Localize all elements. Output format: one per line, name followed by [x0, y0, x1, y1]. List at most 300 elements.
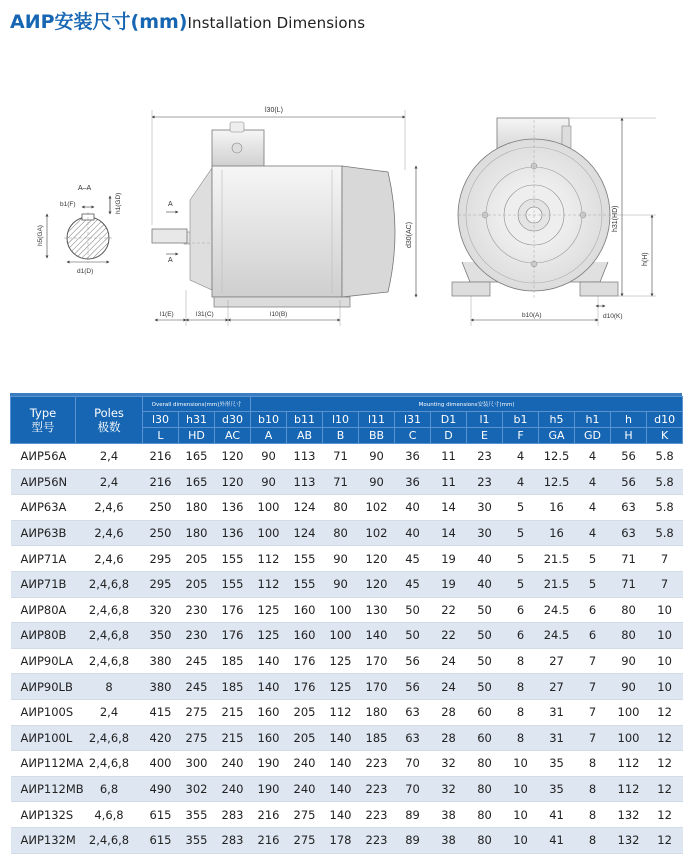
dimension-cell: 205 [179, 546, 215, 572]
dimension-cell: 7 [575, 725, 611, 751]
dimension-cell: 90 [611, 648, 647, 674]
dimension-cell: 100 [251, 495, 287, 521]
dimension-cell: 41 [539, 827, 575, 853]
dimension-cell: 50 [395, 597, 431, 623]
type-cell: АИР56А [11, 444, 76, 470]
dimension-cell: 140 [323, 802, 359, 828]
dimension-cell: 71 [323, 469, 359, 495]
dimension-cell: 8 [503, 725, 539, 751]
motor-front-view [452, 118, 656, 326]
header-code-cell: F [503, 428, 539, 444]
header-symbol-cell: b10 [251, 412, 287, 428]
dimension-cell: 190 [251, 776, 287, 802]
dimension-cell: 23 [467, 444, 503, 470]
dimension-cell: 63 [611, 520, 647, 546]
dimension-cell: 216 [251, 827, 287, 853]
dimension-cell: 136 [215, 495, 251, 521]
dimension-cell: 205 [287, 699, 323, 725]
dimension-cell: 250 [143, 520, 179, 546]
dimension-cell: 160 [251, 699, 287, 725]
label-e: l1(E) [160, 311, 174, 318]
dimension-cell: 30 [467, 495, 503, 521]
dimension-cell: 216 [143, 469, 179, 495]
title-sub: Installation Dimensions [187, 14, 366, 32]
label-ga: h5(GA) [37, 225, 44, 246]
table-row [11, 725, 683, 751]
dimension-cell: 56 [395, 674, 431, 700]
table-row [11, 699, 683, 725]
dimension-cell: 38 [431, 802, 467, 828]
dimension-cell: 90 [251, 444, 287, 470]
dimension-cell: 120 [359, 571, 395, 597]
dimension-cell: 7 [575, 648, 611, 674]
table-row [11, 648, 683, 674]
dimension-cell: 8 [575, 751, 611, 777]
dimension-cell: 140 [323, 725, 359, 751]
dimension-cell: 63 [395, 699, 431, 725]
type-cell: АИР112MA [11, 751, 76, 777]
dimension-cell: 100 [611, 725, 647, 751]
dimension-cell: 36 [395, 469, 431, 495]
dimension-cell: 112 [323, 699, 359, 725]
dimension-cell: 16 [539, 520, 575, 546]
dimension-cell: 90 [323, 546, 359, 572]
dimension-cell: 5.8 [647, 520, 683, 546]
dimension-cell: 10 [647, 597, 683, 623]
dimension-cell: 205 [179, 571, 215, 597]
dimension-cell: 32 [431, 776, 467, 802]
dimension-cell: 8 [503, 699, 539, 725]
dimension-cell: 89 [395, 802, 431, 828]
page-title [10, 7, 365, 34]
installation-drawing [0, 95, 690, 335]
dimension-cell: 90 [611, 674, 647, 700]
dimension-cell: 5 [503, 571, 539, 597]
type-cell: АИР112MB [11, 776, 76, 802]
dimension-cell: 125 [251, 623, 287, 649]
dimension-cell: 176 [287, 674, 323, 700]
dimension-cell: 50 [395, 623, 431, 649]
dimension-cell: 22 [431, 597, 467, 623]
header-symbol-cell: b1 [503, 412, 539, 428]
table-row [11, 776, 683, 802]
dimension-cell: 12 [647, 802, 683, 828]
dimension-cell: 300 [179, 751, 215, 777]
dimension-cell: 176 [215, 623, 251, 649]
header-symbol-cell: l30 [143, 412, 179, 428]
type-cell: АИР100L [11, 725, 76, 751]
poles-cell: 2,4,6 [76, 520, 143, 546]
dimension-cell: 615 [143, 802, 179, 828]
dimension-cell: 160 [251, 725, 287, 751]
type-cell: АИР63В [11, 520, 76, 546]
type-cell: АИР90LA [11, 648, 76, 674]
dimension-cell: 113 [287, 444, 323, 470]
dimension-cell: 45 [395, 571, 431, 597]
dimension-cell: 4 [575, 469, 611, 495]
dimension-cell: 4 [575, 520, 611, 546]
dimension-cell: 27 [539, 648, 575, 674]
dimension-cell: 100 [323, 597, 359, 623]
dimension-cell: 12 [647, 725, 683, 751]
dimension-cell: 240 [215, 751, 251, 777]
dimension-cell: 420 [143, 725, 179, 751]
dimension-cell: 4 [503, 469, 539, 495]
label-b: l10(B) [270, 311, 288, 318]
header-code-cell: BB [359, 428, 395, 444]
dimension-cell: 240 [215, 776, 251, 802]
dimension-cell: 63 [395, 725, 431, 751]
header-code-cell: D [431, 428, 467, 444]
poles-cell: 2,4 [76, 444, 143, 470]
dimension-cell: 60 [467, 699, 503, 725]
dimension-cell: 10 [647, 648, 683, 674]
dimension-cell: 8 [575, 827, 611, 853]
label-ac: d30(AC) [406, 221, 413, 248]
dimension-cell: 230 [179, 623, 215, 649]
dimension-cell: 41 [539, 802, 575, 828]
dimension-cell: 125 [251, 597, 287, 623]
dimension-cell: 120 [215, 444, 251, 470]
table-row [11, 571, 683, 597]
dimension-cell: 27 [539, 674, 575, 700]
dimension-cell: 112 [251, 571, 287, 597]
dimension-cell: 31 [539, 699, 575, 725]
dimension-cell: 11 [431, 469, 467, 495]
dimension-cell: 250 [143, 495, 179, 521]
header-mounting-dimensions: Mounting dimensions安装尺寸(mm) [251, 397, 683, 412]
type-cell: АИР71А [11, 546, 76, 572]
dimension-cell: 5.8 [647, 495, 683, 521]
dimension-cell: 140 [323, 776, 359, 802]
poles-cell: 2,4,6,8 [76, 623, 143, 649]
dimension-cell: 19 [431, 546, 467, 572]
dimension-cell: 14 [431, 495, 467, 521]
dimension-cell: 180 [179, 520, 215, 546]
dimension-cell: 10 [503, 751, 539, 777]
dimension-cell: 130 [359, 597, 395, 623]
dimension-cell: 40 [395, 495, 431, 521]
dimension-cell: 21.5 [539, 546, 575, 572]
type-cell: АИР90LB [11, 674, 76, 700]
dimension-cell: 245 [179, 648, 215, 674]
shaft-section-view [37, 185, 122, 275]
header-symbol-cell: l31 [395, 412, 431, 428]
dimension-cell: 80 [611, 623, 647, 649]
dimension-cell: 14 [431, 520, 467, 546]
type-cell: АИР80В [11, 623, 76, 649]
dimension-cell: 10 [647, 674, 683, 700]
dimension-cell: 216 [143, 444, 179, 470]
dimension-cell: 7 [647, 571, 683, 597]
header-code-cell: A [251, 428, 287, 444]
type-cell: АИР132S [11, 802, 76, 828]
dimension-cell: 223 [359, 827, 395, 853]
dimension-cell: 275 [179, 699, 215, 725]
dimension-cell: 124 [287, 495, 323, 521]
type-cell: АИР56N [11, 469, 76, 495]
dimension-cell: 7 [575, 674, 611, 700]
cut-mark-top: A [168, 201, 173, 208]
table-row [11, 444, 683, 470]
dimension-cell: 28 [431, 725, 467, 751]
type-cell: АИР63А [11, 495, 76, 521]
dimension-cell: 240 [287, 776, 323, 802]
header-code-cell: B [323, 428, 359, 444]
dimension-cell: 4 [575, 444, 611, 470]
dimension-cell: 102 [359, 520, 395, 546]
dimension-cell: 295 [143, 571, 179, 597]
dimension-cell: 50 [467, 674, 503, 700]
header-code-cell: H [611, 428, 647, 444]
dimension-cell: 19 [431, 571, 467, 597]
dimension-cell: 283 [215, 827, 251, 853]
table-row [11, 597, 683, 623]
dimension-cell: 32 [431, 751, 467, 777]
header-symbol-cell: l11 [359, 412, 395, 428]
dimension-cell: 90 [323, 571, 359, 597]
dimension-cell: 24 [431, 648, 467, 674]
dimension-cell: 24.5 [539, 597, 575, 623]
dimension-cell: 40 [467, 546, 503, 572]
header-code-cell: GD [575, 428, 611, 444]
dimension-cell: 50 [467, 597, 503, 623]
dimension-cell: 11 [431, 444, 467, 470]
dimensions-table [10, 396, 683, 854]
dimension-cell: 4 [575, 495, 611, 521]
dimension-cell: 10 [647, 623, 683, 649]
dimension-cell: 12.5 [539, 444, 575, 470]
dimension-cell: 70 [395, 751, 431, 777]
dimension-cell: 170 [359, 648, 395, 674]
dimension-cell: 4 [503, 444, 539, 470]
dimension-cell: 176 [287, 648, 323, 674]
label-h: h(H) [642, 252, 649, 266]
header-symbol-cell: D1 [431, 412, 467, 428]
dimension-cell: 56 [611, 444, 647, 470]
title-main: АИР安装尺寸(mm) [10, 11, 188, 33]
poles-cell: 2,4,6,8 [76, 571, 143, 597]
dimension-cell: 223 [359, 751, 395, 777]
dimension-cell: 10 [503, 827, 539, 853]
dimension-cell: 35 [539, 776, 575, 802]
dimension-cell: 5.8 [647, 469, 683, 495]
dimension-cell: 112 [611, 751, 647, 777]
dimension-cell: 5 [503, 546, 539, 572]
label-c: l31(C) [196, 311, 214, 318]
dimension-cell: 100 [611, 699, 647, 725]
poles-cell: 2,4,6,8 [76, 751, 143, 777]
dimension-cell: 302 [179, 776, 215, 802]
dimension-cell: 223 [359, 776, 395, 802]
dimension-cell: 38 [431, 827, 467, 853]
dimension-cell: 112 [251, 546, 287, 572]
header-code-cell: AB [287, 428, 323, 444]
cut-mark-bottom: A [168, 257, 173, 264]
header-poles: Poles 极数 [76, 397, 143, 444]
dimension-cell: 490 [143, 776, 179, 802]
table-row [11, 751, 683, 777]
dimension-cell: 16 [539, 495, 575, 521]
dimension-cell: 8 [503, 648, 539, 674]
dimension-cell: 6 [575, 623, 611, 649]
dimension-cell: 355 [179, 827, 215, 853]
dimension-cell: 89 [395, 827, 431, 853]
dimension-cell: 60 [467, 725, 503, 751]
poles-cell: 2,4 [76, 699, 143, 725]
table-row [11, 623, 683, 649]
dimension-cell: 615 [143, 827, 179, 853]
dimension-cell: 5 [503, 495, 539, 521]
type-cell: АИР80А [11, 597, 76, 623]
dimension-cell: 5 [575, 546, 611, 572]
dimension-cell: 230 [179, 597, 215, 623]
header-symbol-cell: h5 [539, 412, 575, 428]
dimension-cell: 140 [323, 751, 359, 777]
type-cell: АИР132M [11, 827, 76, 853]
dimension-cell: 170 [359, 674, 395, 700]
dimension-cell: 10 [503, 802, 539, 828]
dimension-cell: 355 [179, 802, 215, 828]
label-l: l30(L) [265, 107, 283, 114]
dimension-cell: 80 [467, 776, 503, 802]
dimension-cell: 90 [251, 469, 287, 495]
label-f: b1(F) [60, 201, 76, 208]
dimension-cell: 160 [287, 623, 323, 649]
dimension-cell: 275 [287, 827, 323, 853]
poles-cell: 2,4,6,8 [76, 648, 143, 674]
dimension-cell: 140 [359, 623, 395, 649]
dimension-cell: 125 [323, 648, 359, 674]
dimension-cell: 80 [323, 495, 359, 521]
label-k: d10(K) [603, 313, 623, 320]
poles-cell: 6,8 [76, 776, 143, 802]
dimension-cell: 8 [575, 776, 611, 802]
table-row [11, 827, 683, 853]
header-symbol-cell: b11 [287, 412, 323, 428]
dimension-cell: 6 [503, 623, 539, 649]
dimension-cell: 6 [575, 597, 611, 623]
poles-cell: 2,4,6 [76, 546, 143, 572]
dimension-cell: 155 [215, 546, 251, 572]
dimension-cell: 132 [611, 802, 647, 828]
header-code-cell: L [143, 428, 179, 444]
dimension-cell: 295 [143, 546, 179, 572]
motor-side-view [152, 107, 416, 326]
dimension-cell: 12 [647, 827, 683, 853]
dimension-cell: 190 [251, 751, 287, 777]
dimension-cell: 275 [179, 725, 215, 751]
dimension-cell: 102 [359, 495, 395, 521]
dimension-cell: 380 [143, 648, 179, 674]
dimension-cell: 40 [467, 571, 503, 597]
table-row [11, 546, 683, 572]
section-label: A–A [78, 185, 92, 192]
type-cell: АИР100S [11, 699, 76, 725]
poles-cell: 2,4,6,8 [76, 827, 143, 853]
dimension-cell: 12 [647, 776, 683, 802]
dimension-cell: 320 [143, 597, 179, 623]
dimension-cell: 112 [611, 776, 647, 802]
poles-cell: 2,4 [76, 469, 143, 495]
dimension-cell: 125 [323, 674, 359, 700]
dimension-cell: 180 [359, 699, 395, 725]
dimension-cell: 215 [215, 725, 251, 751]
dimension-cell: 56 [611, 469, 647, 495]
header-code-cell: AC [215, 428, 251, 444]
dimension-cell: 80 [467, 802, 503, 828]
dimension-cell: 30 [467, 520, 503, 546]
dimension-cell: 155 [287, 546, 323, 572]
dimension-cell: 35 [539, 751, 575, 777]
dimensions-table-wrapper [10, 393, 682, 854]
header-type: Type 型号 [11, 397, 76, 444]
dimension-cell: 21.5 [539, 571, 575, 597]
dimension-cell: 71 [611, 546, 647, 572]
label-hd: h31(HD) [612, 205, 619, 232]
dimension-cell: 223 [359, 802, 395, 828]
dimension-cell: 80 [323, 520, 359, 546]
header-code-cell: GA [539, 428, 575, 444]
dimension-cell: 28 [431, 699, 467, 725]
table-row [11, 674, 683, 700]
dimension-cell: 132 [611, 827, 647, 853]
table-row [11, 469, 683, 495]
dimension-cell: 56 [395, 648, 431, 674]
dimension-cell: 24 [431, 674, 467, 700]
poles-cell: 2,4,6,8 [76, 597, 143, 623]
dimension-cell: 12.5 [539, 469, 575, 495]
table-body [11, 444, 683, 854]
dimension-cell: 31 [539, 725, 575, 751]
dimension-cell: 205 [287, 725, 323, 751]
dimension-cell: 40 [395, 520, 431, 546]
dimension-cell: 70 [395, 776, 431, 802]
dimension-cell: 120 [359, 546, 395, 572]
dimension-cell: 240 [287, 751, 323, 777]
dimension-cell: 5.8 [647, 444, 683, 470]
dimension-cell: 215 [215, 699, 251, 725]
dimension-cell: 71 [611, 571, 647, 597]
dimension-cell: 90 [359, 469, 395, 495]
dimension-cell: 100 [251, 520, 287, 546]
dimension-cell: 245 [179, 674, 215, 700]
dimension-cell: 24.5 [539, 623, 575, 649]
dimension-cell: 140 [251, 648, 287, 674]
poles-cell: 8 [76, 674, 143, 700]
dimension-cell: 415 [143, 699, 179, 725]
type-cell: АИР71В [11, 571, 76, 597]
label-a: b10(A) [522, 312, 542, 319]
label-gd: h1(GD) [115, 192, 122, 214]
dimension-cell: 180 [179, 495, 215, 521]
poles-cell: 4,6,8 [76, 802, 143, 828]
dimension-cell: 12 [647, 699, 683, 725]
header-code-cell: K [647, 428, 683, 444]
dimension-cell: 120 [215, 469, 251, 495]
dimension-cell: 176 [215, 597, 251, 623]
header-overall-dimensions: Overall dimensions(mm)外形尺寸 [143, 397, 251, 412]
dimension-cell: 22 [431, 623, 467, 649]
poles-cell: 2,4,6,8 [76, 725, 143, 751]
header-symbol-cell: d10 [647, 412, 683, 428]
dimension-cell: 160 [287, 597, 323, 623]
dimension-cell: 80 [611, 597, 647, 623]
dimension-cell: 185 [215, 674, 251, 700]
dimension-cell: 90 [359, 444, 395, 470]
dimension-cell: 63 [611, 495, 647, 521]
dimension-cell: 136 [215, 520, 251, 546]
